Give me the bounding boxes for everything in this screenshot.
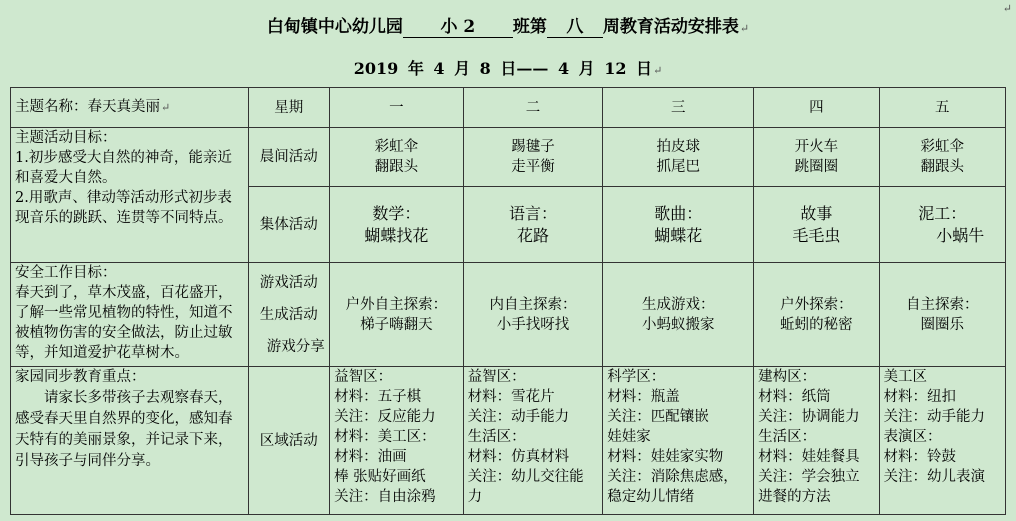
home-cell xyxy=(11,367,249,515)
class-name: 小 2 xyxy=(403,17,513,38)
safety-title: 安全工作目标： xyxy=(15,265,117,281)
morning-row xyxy=(11,128,1006,187)
day-header: 四 xyxy=(754,88,879,128)
date-range: 2019 年 4 月 8 日—— 4 月 12 日↵ xyxy=(353,59,663,78)
safety-cell xyxy=(11,263,249,367)
class-word: 班第 xyxy=(512,17,547,37)
day-header: 一 xyxy=(330,88,464,128)
home-title: 家园同步教育重点： xyxy=(15,369,146,385)
page-title: 白甸镇中心幼儿园 小 2 班第 八 周教育活动安排表↵ xyxy=(266,17,750,37)
goals-cell xyxy=(11,128,249,263)
area-cell: 科学区： 材料：瓶盖 关注：匹配镶嵌 娃娃家 材料：娃娃家实物 关注：消除焦虑感， 稳定幼儿情绪 xyxy=(603,367,754,515)
group-cell: 语言： 花路 xyxy=(463,187,603,263)
group-cell: 歌曲： 蝴蝶花 xyxy=(603,187,754,263)
goals-item-2: 2.用歌声、律动等活动形式初步表现音乐的跳跃、连贯等不同特点。 xyxy=(15,190,233,226)
game-label: 游戏活动 xyxy=(259,274,318,291)
morning-cell: 开火车 跳圈圈 xyxy=(754,128,879,187)
area-label: 区域活动 xyxy=(248,367,330,515)
share-label: 游戏分享 xyxy=(266,338,325,355)
game-cell: 户外探索： 蚯蚓的秘密 xyxy=(754,263,879,367)
week-number: 八 xyxy=(547,17,603,38)
group-cell: 故事 毛毛虫 xyxy=(754,187,879,263)
day-header: 五 xyxy=(879,88,1005,128)
goals-item-1: 1.初步感受大自然的神奇，能亲近和喜爱大自然。 xyxy=(15,150,232,186)
group-cell: 泥工： 小蜗牛 xyxy=(879,187,1005,263)
theme-name-cell: 主题名称：春天真美丽↵ xyxy=(11,88,249,128)
day-header: 三 xyxy=(603,88,754,128)
area-row xyxy=(11,367,1006,515)
day-header: 二 xyxy=(463,88,603,128)
morning-cell: 踢毽子 走平衡 xyxy=(463,128,603,187)
group-cell: 数学： 蝴蝶找花 xyxy=(330,187,464,263)
generate-label: 生成活动 xyxy=(259,306,318,323)
area-cell: 益智区： 材料：雪花片 关注：动手能力 生活区： 材料：仿真材料 关注：幼儿交往能 力 xyxy=(463,367,603,515)
goals-title: 主题活动目标： xyxy=(15,130,117,146)
game-labels xyxy=(248,263,330,367)
weekday-header: 星期 xyxy=(248,88,330,128)
title-tail: 周教育活动安排表 xyxy=(602,17,739,37)
header-row xyxy=(11,88,1006,128)
school-name: 白甸镇中心幼儿园 xyxy=(266,17,403,37)
area-cell: 建构区： 材料：纸筒 关注：协调能力 生活区： 材料：娃娃餐具 关注：学会独立 进餐的方法 xyxy=(754,367,879,515)
corner-mark: ↵ xyxy=(1002,2,1012,15)
game-cell: 生成游戏： 小蚂蚁搬家 xyxy=(603,263,754,367)
game-cell: 自主探索： 圈圈乐 xyxy=(879,263,1005,367)
game-row xyxy=(11,263,1006,367)
home-text: 请家长多带孩子去观察春天，感受春天里自然界的变化，感知春天特有的美丽景象，并记录下来，引导孩子与同伴分享。 xyxy=(15,390,233,469)
game-cell: 户外自主探索： 梯子嗨翻天 xyxy=(330,263,464,367)
morning-cell: 拍皮球 抓尾巴 xyxy=(603,128,754,187)
morning-cell: 彩虹伞 翻跟头 xyxy=(330,128,464,187)
area-cell: 美工区 材料：纽扣 关注：动手能力 表演区： 材料：铃鼓 关注：幼儿表演 xyxy=(879,367,1005,515)
date-line: 2019 年 4 月 8 日—— 4 月 12 日 xyxy=(353,59,653,78)
safety-text: 春天到了，草木茂盛，百花盛开，了解一些常见植物的特性，知道不被植物伤害的安全做法，防止过敏等，并知道爱护花草树木。 xyxy=(15,285,233,361)
game-cell: 内自主探索： 小手找呀找 xyxy=(463,263,603,367)
morning-label: 晨间活动 xyxy=(248,128,330,187)
group-label: 集体活动 xyxy=(248,187,330,263)
area-cell: 益智区： 材料：五子棋 关注：反应能力 材料：美工区： 材料：油画 棒 张贴好画纸 关注：自由涂鸦 xyxy=(330,367,464,515)
schedule-table xyxy=(10,87,1006,515)
morning-cell: 彩虹伞 翻跟头 xyxy=(879,128,1005,187)
